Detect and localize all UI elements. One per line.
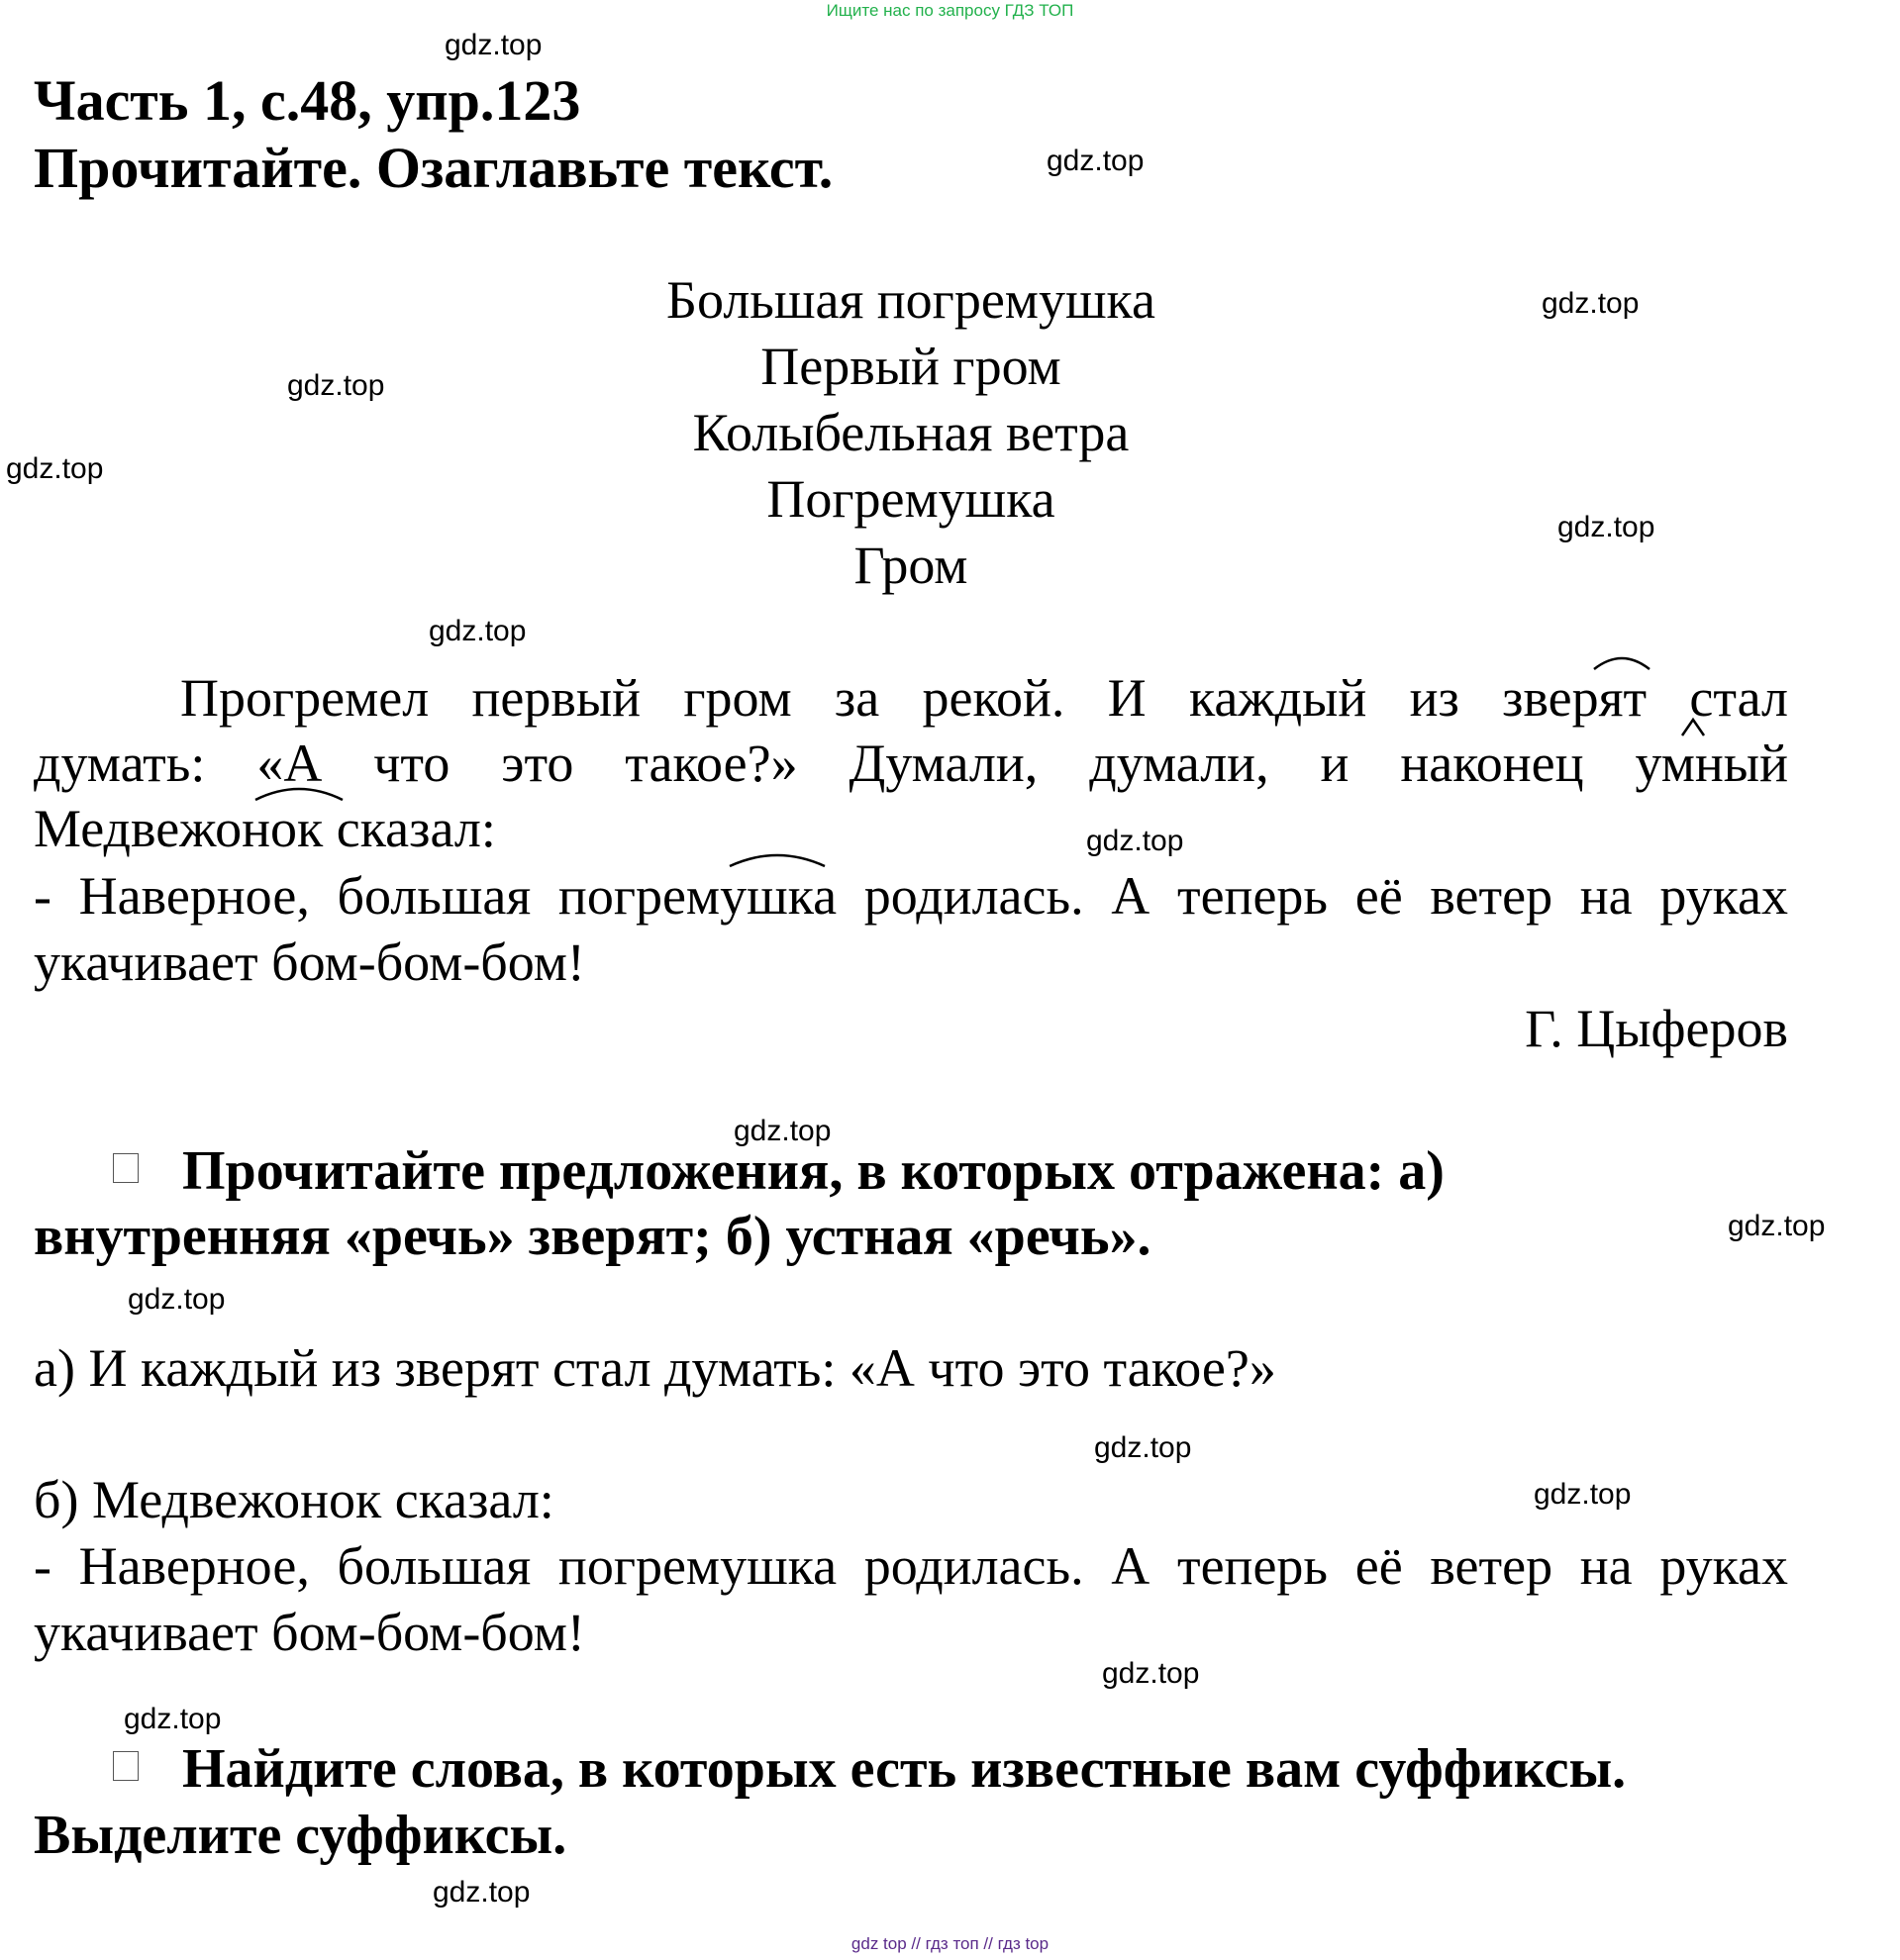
story-line: думать: «А что это такое?» Думали, думали, и наконец умный — [34, 734, 1788, 793]
title-option: Гром — [853, 536, 968, 595]
watermark: gdz.top — [1047, 145, 1145, 177]
watermark: gdz.top — [445, 29, 543, 61]
watermark: gdz.top — [1102, 1657, 1200, 1690]
suffix-caret-mark — [1680, 716, 1706, 737]
task-1-line: Прочитайте предложения, в которых отражена: а) — [182, 1140, 1445, 1202]
root-arc-mark — [1592, 649, 1651, 673]
answer-b: - Наверное, большая погремушка родилась. А теперь её ветер на руках — [34, 1536, 1788, 1596]
promo-banner[interactable]: Ищите нас по запросу ГДЗ ТОП — [826, 1, 1074, 20]
story-line: - Наверное, большая погремушка родилась. А теперь её ветер на руках — [34, 866, 1788, 926]
answer-b: укачивает бом-бом-бом! — [34, 1603, 585, 1662]
watermark: gdz.top — [734, 1115, 832, 1147]
task-2-line: Выделите суффиксы. — [34, 1805, 567, 1866]
task-checkbox[interactable] — [113, 1153, 139, 1183]
task-checkbox[interactable] — [113, 1751, 139, 1781]
watermark: gdz.top — [1086, 825, 1184, 857]
title-option: Большая погремушка — [666, 270, 1155, 330]
watermark: gdz.top — [433, 1876, 531, 1909]
root-arc-mark — [728, 848, 827, 870]
watermark: gdz.top — [429, 615, 527, 647]
title-option: Первый гром — [760, 337, 1061, 396]
page-title: Часть 1, с.48, упр.123 — [34, 68, 581, 133]
watermark: gdz.top — [124, 1703, 222, 1735]
answer-a: а) И каждый из зверят стал думать: «А что это такое?» — [34, 1338, 1276, 1398]
title-option: Колыбельная ветра — [692, 403, 1130, 462]
title-option: Погремушка — [766, 469, 1055, 529]
author: Г. Цыферов — [1525, 999, 1788, 1058]
watermark: gdz.top — [1728, 1210, 1826, 1242]
watermark: gdz.top — [1542, 287, 1640, 320]
story-line: укачивает бом-бом-бом! — [34, 932, 585, 992]
root-arc-mark — [253, 782, 345, 804]
story-line: Медвежонок сказал: — [34, 799, 496, 858]
watermark: gdz.top — [1557, 511, 1655, 543]
task-2-line: Найдите слова, в которых есть известные вам суффиксы. — [182, 1738, 1627, 1800]
instruction: Прочитайте. Озаглавьте текст. — [34, 136, 834, 200]
task-1-line: внутренняя «речь» зверят; б) устная «речь». — [34, 1206, 1151, 1267]
footer-links[interactable]: gdz top // гдз топ // гдз top — [850, 1934, 1050, 1953]
watermark: gdz.top — [287, 369, 385, 402]
watermark: gdz.top — [128, 1283, 226, 1316]
story-line: Прогремел первый гром за рекой. И каждый из зверят стал — [180, 668, 1788, 728]
watermark: gdz.top — [1534, 1478, 1632, 1511]
watermark: gdz.top — [6, 452, 104, 485]
answer-b: б) Медвежонок сказал: — [34, 1470, 554, 1529]
watermark: gdz.top — [1094, 1431, 1192, 1464]
